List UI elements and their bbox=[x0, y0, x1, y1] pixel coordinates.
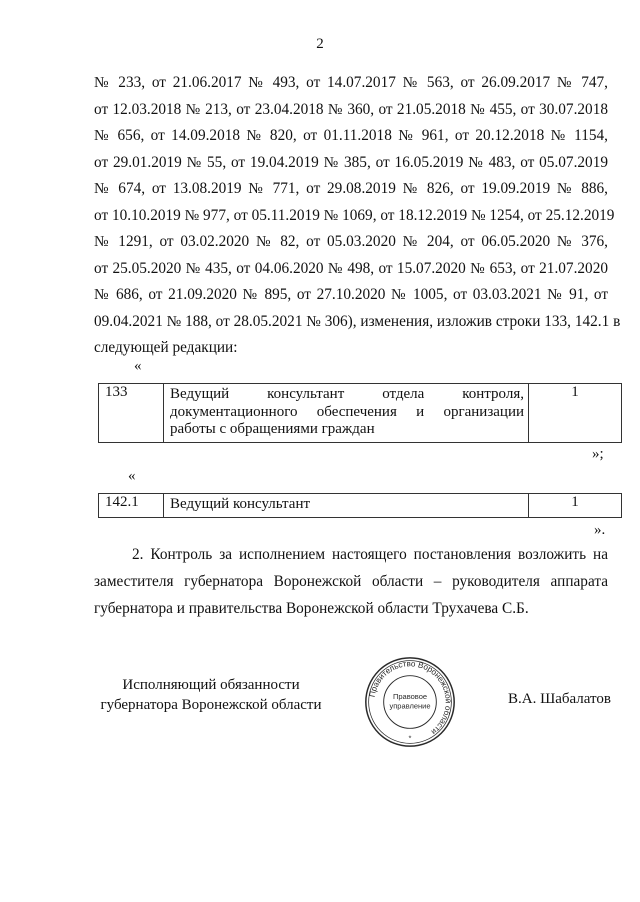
official-seal bbox=[363, 655, 457, 749]
seal-outer-text: Правительство Воронежской области bbox=[367, 659, 453, 737]
body-line: № 686, от 21.09.2020 № 895, от 27.10.2020 № 1005, от 03.03.2021 № 91, от bbox=[94, 286, 608, 303]
row-position-name bbox=[164, 494, 529, 518]
seal-inner-line: управление bbox=[389, 701, 431, 711]
body-line: 09.04.2021 № 188, от 28.05.2021 № 306), изменения, изложив строки 133, 142.1 в bbox=[94, 312, 621, 330]
body-line: № 233, от 21.06.2017 № 493, от 14.07.2017 № 563, от 26.09.2017 № 747, bbox=[94, 74, 608, 91]
closing-quote: ». bbox=[594, 522, 606, 538]
body-line: № 1291, от 03.02.2020 № 82, от 05.03.2020 № 204, от 06.05.2020 № 376, bbox=[94, 233, 608, 250]
body-line: от 10.10.2019 № 977, от 05.11.2019 № 1069, от 18.12.2019 № 1254, от 25.12.2019 bbox=[94, 206, 615, 224]
row-number: 133 bbox=[99, 384, 164, 443]
signer-title bbox=[96, 675, 326, 715]
row-position-line: работы с обращениями граждан bbox=[170, 421, 375, 437]
open-quote: « bbox=[134, 358, 142, 374]
body-line: от 25.05.2020 № 435, от 04.06.2020 № 498, от 15.07.2020 № 653, от 21.07.2020 bbox=[94, 259, 608, 277]
closing-quote: »; bbox=[592, 446, 604, 462]
signer-title-line: Исполняющий обязанности bbox=[122, 677, 300, 693]
para-line: 2. Контроль за исполнением настоящего постановления возложить на bbox=[132, 546, 608, 563]
control-paragraph bbox=[94, 541, 608, 622]
row-position-name bbox=[164, 384, 529, 443]
seal-star-icon: * bbox=[408, 733, 412, 743]
row-quantity: 1 bbox=[529, 494, 622, 518]
signer-name: В.А. Шабалатов bbox=[508, 691, 611, 707]
body-line: от 29.01.2019 № 55, от 19.04.2019 № 385, от 16.05.2019 № 483, от 05.07.2019 bbox=[94, 153, 608, 171]
body-line: от 12.03.2018 № 213, от 23.04.2018 № 360, от 21.05.2018 № 455, от 30.07.2018 bbox=[94, 100, 608, 118]
seal-inner-line: Правовое bbox=[392, 692, 428, 702]
row-position-line: документационного обеспечения и организации bbox=[170, 403, 524, 420]
body-line: следующей редакции: bbox=[94, 339, 238, 356]
row-position-line: Ведущий консультант bbox=[170, 496, 311, 512]
open-quote: « bbox=[128, 468, 136, 484]
row-133-table bbox=[98, 383, 622, 443]
para-line: заместителя губернатора Воронежской области – руководителя аппарата bbox=[94, 573, 608, 590]
body-line: № 674, от 13.08.2019 № 771, от 29.08.2019 № 826, от 19.09.2019 № 886, bbox=[94, 180, 608, 197]
body-line: № 656, от 14.09.2018 № 820, от 01.11.2018 № 961, от 20.12.2018 № 1154, bbox=[94, 127, 608, 144]
page-number: 2 bbox=[316, 36, 324, 52]
row-quantity: 1 bbox=[529, 384, 622, 443]
row-position-line: Ведущий консультант отдела контроля, bbox=[170, 386, 524, 402]
signer-title-line: губернатора Воронежской области bbox=[100, 697, 322, 713]
row-142-1-table bbox=[98, 493, 622, 518]
para-line: губернатора и правительства Воронежской области Трухачева С.Б. bbox=[94, 600, 529, 617]
body-paragraph bbox=[94, 70, 621, 362]
row-number: 142.1 bbox=[99, 494, 164, 518]
